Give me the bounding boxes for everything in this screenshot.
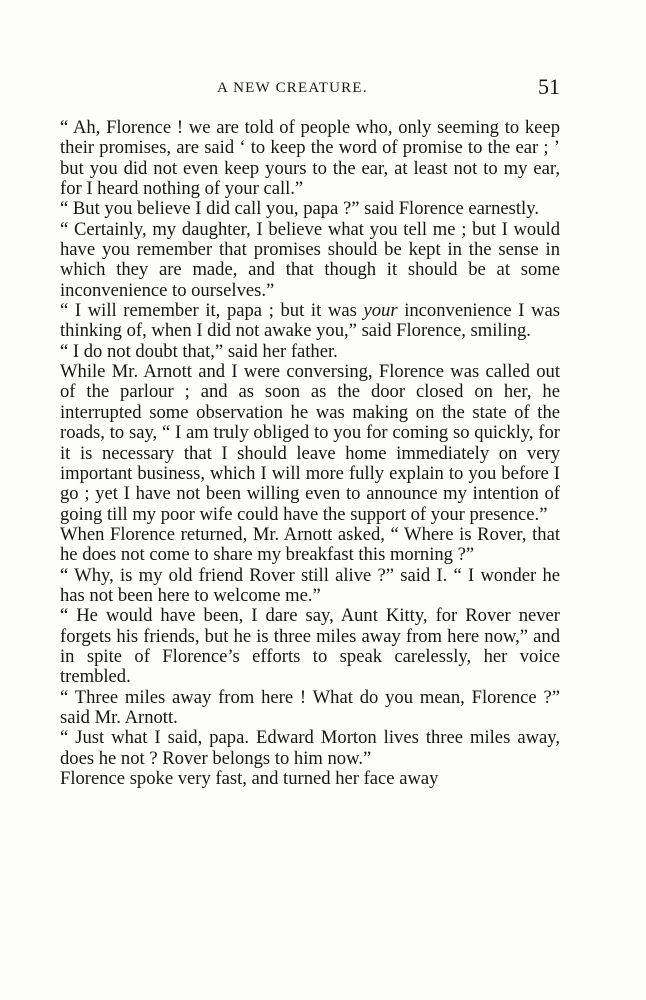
paragraph: While Mr. Arnott and I were conversing, Florence was called out of the parlour ; and as soon as the door closed on her, he interrupted some observation he was making on the state of the roads, to say, “ I am truly obliged to you for coming so quickly, for it is necessary that I should leave home immediately on very important business, which I will more fully explain to you before I go ; yet I have not been willing even to announce my intention of going till my poor wife could have the support of your presence.” <box>60 361 560 525</box>
paragraph: “ Three miles away from here ! What do you mean, Florence ?” said Mr. Arnott. <box>60 686 560 728</box>
paragraph: “ I do not doubt that,” said her father. <box>60 340 338 362</box>
page-number: 51 <box>538 74 560 99</box>
running-title: A NEW CREATURE. <box>217 80 368 96</box>
page-header <box>60 74 560 104</box>
paragraph-text: “ I will remember it, papa ; but it was <box>60 300 364 322</box>
paragraph: “ Why, is my old friend Rover still alive ?” said I. “ I wonder he has not been here to welcome me.” <box>60 564 560 606</box>
paragraph: “ Ah, Florence ! we are told of people who, only seeming to keep their promises, are said ‘ to keep the word of promise to the ear ; ’ but you did not even keep yours to the ear, at least not to my ear, for I heard nothing of your call.” <box>60 117 560 200</box>
paragraph-text: inconvenience I was thinking of, when I did not awake you,” said Florence, smiling. <box>60 300 560 342</box>
body-text <box>60 118 560 789</box>
paragraph: When Florence returned, Mr. Arnott asked, “ Where is Rover, that he does not come to share my breakfast this morning ?” <box>60 523 560 566</box>
emphasized-word: your <box>363 300 398 322</box>
paragraph: “ He would have been, I dare say, Aunt Kitty, for Rover never forgets his friends, but he is three miles away from here now,” and in spite of Florence’s efforts to speak carelessly, her voice trembled. <box>60 605 560 688</box>
paragraph: Florence spoke very fast, and turned her face away <box>60 768 439 789</box>
paragraph: “ Just what I said, papa. Edward Morton lives three miles away, does he not ? Rover belongs to him now.” <box>60 727 560 769</box>
paragraph <box>60 301 560 342</box>
paragraph: “ Certainly, my daughter, I believe what you tell me ; but I would have you remember that promises should be kept in the sense in which they are made, and that though it should be at some inconvenience to ourselves.” <box>60 218 560 301</box>
paragraph: “ But you believe I did call you, papa ?” said Florence earnestly. <box>60 198 539 220</box>
